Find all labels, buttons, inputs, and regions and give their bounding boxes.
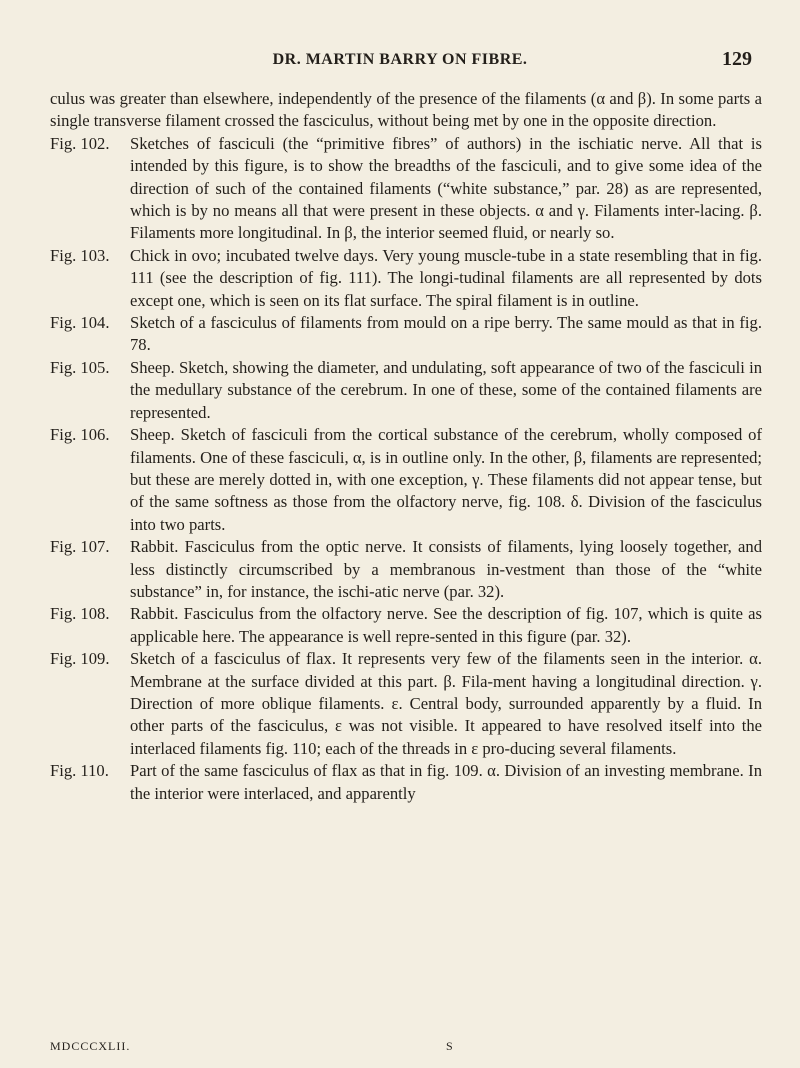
- figure-label: Fig. 108.: [50, 604, 110, 624]
- page-number: 129: [722, 48, 752, 70]
- figure-entry-107: [50, 536, 762, 603]
- figure-description: Sketch of a fasciculus of flax. It represents very few of the filaments seen in the interior. α. Membrane at the surface divided at this part. β. Fila-ment having a longitudinal direction. γ. Direction of more oblique filaments. ε. Central body, surrounded apparently by a fluid. In other parts of the fasciculus, ε was not visible. It appeared to have resolved itself into the interlaced filaments fig. 110; each of the threads in ε pro-ducing several filaments.: [130, 649, 762, 758]
- figure-label: Fig. 103.: [50, 245, 110, 265]
- figure-label: Fig. 106.: [50, 425, 110, 445]
- figure-entry-104: [50, 312, 762, 357]
- figure-label: Fig. 107.: [50, 537, 110, 557]
- figure-entry-105: [50, 357, 762, 424]
- figure-entry-102: [50, 133, 762, 245]
- figure-entry-108: [50, 603, 762, 648]
- figure-description: Rabbit. Fasciculus from the olfactory nerve. See the description of fig. 107, which is quite as applicable here. The appearance is well repre-sented in this figure (par. 32).: [130, 604, 762, 646]
- figure-description: Sketches of fasciculi (the “primitive fibres” of authors) in the ischiatic nerve. All that is intended by this figure, is to show the breadths of the fasciculi, and to give some idea of the direction of such of the contained filaments (“white substance,” par. 28) as are represented, which is by no means all that were present in these objects. α and γ. Filaments inter-lacing. β. Filaments more longitudinal. In β, the interior seemed fluid, or nearly so.: [130, 133, 762, 243]
- figure-description: Rabbit. Fasciculus from the optic nerve. It consists of filaments, lying loosely together, and less distinctly circumscribed by a membranous in-vestment than those of the “white substance” in, for instance, the ischi-atic nerve (par. 32).: [130, 537, 762, 601]
- figure-label: Fig. 110.: [50, 761, 109, 781]
- figure-description: Sketch of a fasciculus of filaments from mould on a ripe berry. The same mould as that in fig. 78.: [130, 313, 762, 355]
- figure-description: Sheep. Sketch of fasciculi from the cortical substance of the cerebrum, wholly composed of filaments. One of these fasciculi, α, is in outline only. In the other, β, filaments are represented; but these are merely dotted in, with one exception, γ. These filaments did not appear tense, but of the same softness as those from the olfactory nerve, fig. 108. δ. Division of the fasciculus into two parts.: [130, 425, 762, 534]
- signature-mark: S: [446, 1039, 454, 1053]
- figure-description: Part of the same fasciculus of flax as that in fig. 109. α. Division of an investing membrane. In the interior were interlaced, and apparently: [130, 761, 762, 803]
- figure-label: Fig. 104.: [50, 313, 110, 333]
- continued-paragraph: culus was greater than elsewhere, independently of the presence of the filaments (α and β). In some parts a single transverse filament crossed the fasciculus, without being met by one in the opposite direction.: [50, 89, 762, 131]
- figure-label: Fig. 102.: [50, 133, 110, 153]
- figure-entry-106: [50, 424, 762, 536]
- running-title: DR. MARTIN BARRY ON FIBRE.: [272, 51, 528, 68]
- figure-label: Fig. 109.: [50, 649, 110, 669]
- figure-description: Sheep. Sketch, showing the diameter, and undulating, soft appearance of two of the fasciculi in the medullary substance of the cerebrum. In one of these, some of the contained filaments are represented.: [130, 357, 762, 422]
- figure-entry-110: [50, 760, 762, 805]
- figure-label: Fig. 105.: [50, 357, 110, 377]
- figure-description: Chick in ovo; incubated twelve days. Very young muscle-tube in a state resembling that in fig. 111 (see the description of fig. 111). The longi-tudinal filaments are all represented by dots except one, which is seen on its flat surface. The spiral filament is in outline.: [130, 245, 762, 310]
- volume-year: MDCCCXLII.: [50, 1039, 131, 1053]
- page-footer: [50, 1039, 762, 1054]
- figure-entry-103: [50, 245, 762, 312]
- page-body: [50, 88, 762, 805]
- figure-entry-109: [50, 648, 762, 760]
